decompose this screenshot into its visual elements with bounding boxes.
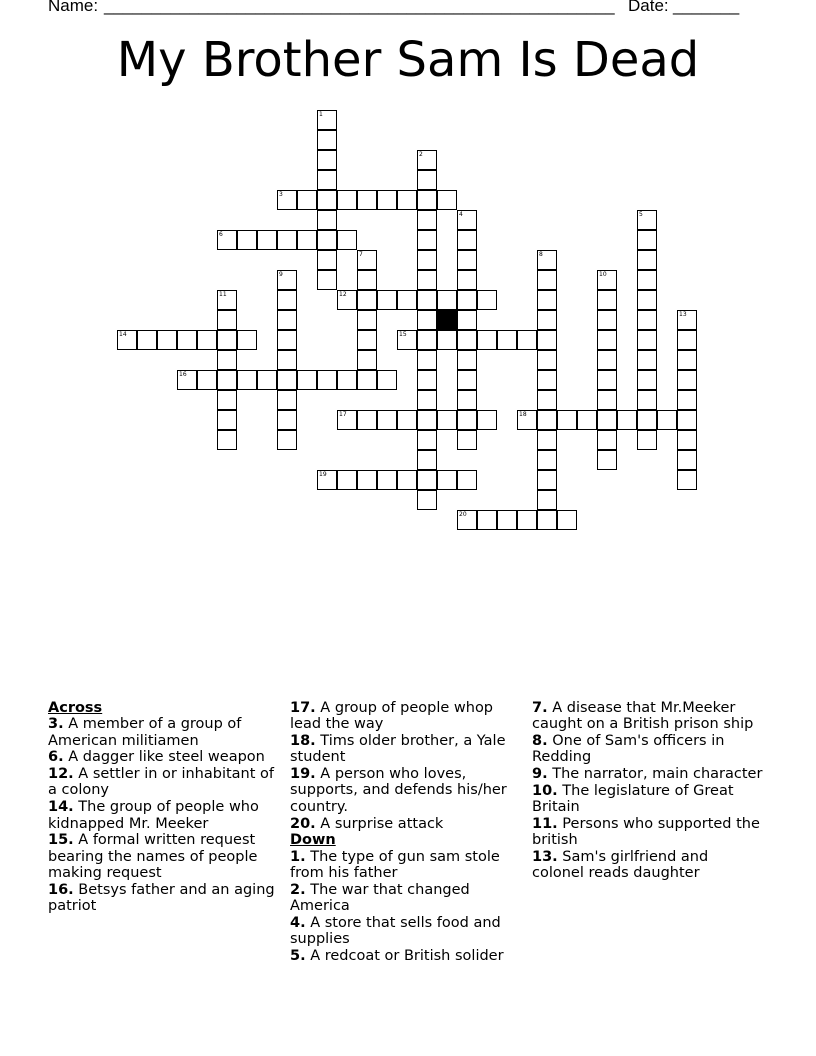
- clue-number-label: 19.: [290, 766, 316, 783]
- grid-cell[interactable]: [537, 390, 557, 410]
- grid-cell[interactable]: [357, 370, 377, 390]
- grid-cell[interactable]: [477, 290, 497, 310]
- grid-cell[interactable]: [417, 450, 437, 470]
- grid-cell[interactable]: [497, 330, 517, 350]
- clue-number: 11: [219, 291, 227, 298]
- grid-cell[interactable]: [417, 190, 437, 210]
- grid-cell[interactable]: [317, 190, 337, 210]
- clue-text: A surprise attack: [315, 815, 444, 832]
- grid-cell[interactable]: [357, 350, 377, 370]
- clue-text: The narrator, main character: [547, 766, 763, 783]
- grid-cell[interactable]: [557, 510, 577, 530]
- down-clue: [532, 766, 764, 782]
- grid-cell[interactable]: [337, 470, 357, 490]
- grid-cell[interactable]: [277, 370, 297, 390]
- clue-column-1: [48, 700, 280, 915]
- grid-cell[interactable]: [457, 290, 477, 310]
- grid-cell[interactable]: [477, 330, 497, 350]
- grid-cell[interactable]: [597, 390, 617, 410]
- clue-number-label: 20.: [290, 815, 316, 832]
- grid-cell[interactable]: [597, 350, 617, 370]
- clue-number-label: 17.: [290, 700, 316, 716]
- grid-cell[interactable]: [537, 370, 557, 390]
- grid-cell[interactable]: [537, 250, 557, 270]
- grid-cell[interactable]: [537, 410, 557, 430]
- grid-cell[interactable]: [457, 430, 477, 450]
- clue-number: 19: [319, 471, 327, 478]
- grid-cell[interactable]: [277, 270, 297, 290]
- grid-cell[interactable]: [437, 330, 457, 350]
- clue-number: 7: [359, 251, 363, 258]
- clue-number-label: 12.: [48, 766, 74, 783]
- clue-text: The legislature of Great Britain: [532, 782, 734, 816]
- grid-cell[interactable]: [217, 370, 237, 390]
- clue-number-label: 10.: [532, 782, 558, 799]
- grid-cell[interactable]: [217, 290, 237, 310]
- page-title: My Brother Sam Is Dead: [116, 32, 700, 88]
- down-clue: [532, 783, 764, 816]
- clue-text: A store that sells food and supplies: [290, 914, 501, 948]
- clue-number-label: 9.: [532, 766, 548, 783]
- clue-number: 5: [639, 211, 643, 218]
- grid-cell[interactable]: [197, 370, 217, 390]
- grid-cell[interactable]: [537, 310, 557, 330]
- name-field-line[interactable]: ______________________________________________________: [104, 0, 615, 15]
- clue-text: The group of people who kidnapped Mr. Meeker: [48, 799, 259, 832]
- grid-cell[interactable]: [417, 210, 437, 230]
- grid-cell[interactable]: [417, 430, 437, 450]
- grid-cell[interactable]: [357, 310, 377, 330]
- grid-cell[interactable]: [397, 190, 417, 210]
- grid-cell[interactable]: [677, 350, 697, 370]
- clue-number-label: 16.: [48, 881, 74, 898]
- down-clue: [532, 733, 764, 766]
- across-clue: [48, 882, 280, 915]
- clue-number: 20: [459, 511, 467, 518]
- grid-cell[interactable]: [337, 370, 357, 390]
- grid-cell[interactable]: [377, 290, 397, 310]
- grid-cell[interactable]: [637, 330, 657, 350]
- grid-cell[interactable]: [457, 470, 477, 490]
- grid-cell[interactable]: [297, 230, 317, 250]
- clue-number: 2: [419, 151, 423, 158]
- clue-number-label: 4.: [290, 914, 306, 931]
- grid-cell[interactable]: [457, 230, 477, 250]
- grid-cell[interactable]: [637, 210, 657, 230]
- grid-cell[interactable]: [517, 510, 537, 530]
- clue-number: 15: [399, 331, 407, 338]
- clue-number: 18: [519, 411, 527, 418]
- grid-cell[interactable]: [637, 270, 657, 290]
- grid-cell[interactable]: [637, 350, 657, 370]
- down-clue: [290, 948, 522, 964]
- grid-cell[interactable]: [237, 370, 257, 390]
- grid-cell[interactable]: [317, 170, 337, 190]
- clue-number: 1: [319, 111, 323, 118]
- clue-number: 14: [119, 331, 127, 338]
- grid-cell[interactable]: [677, 430, 697, 450]
- grid-cell[interactable]: [597, 290, 617, 310]
- clue-number: 17: [339, 411, 347, 418]
- grid-cell[interactable]: [317, 270, 337, 290]
- grid-cell[interactable]: [537, 510, 557, 530]
- grid-cell[interactable]: [637, 230, 657, 250]
- grid-cell[interactable]: [637, 310, 657, 330]
- grid-cell[interactable]: [517, 330, 537, 350]
- grid-cell[interactable]: [417, 370, 437, 390]
- grid-cell[interactable]: [457, 210, 477, 230]
- grid-cell[interactable]: [457, 250, 477, 270]
- grid-cell[interactable]: [357, 330, 377, 350]
- clue-column-3: [532, 700, 764, 882]
- across-clue: [48, 832, 280, 881]
- clue-text: A group of people whop lead the way: [290, 700, 494, 733]
- across-clue: [290, 816, 522, 832]
- grid-cell[interactable]: [537, 330, 557, 350]
- grid-cell[interactable]: [217, 310, 237, 330]
- grid-cell[interactable]: [237, 330, 257, 350]
- clue-number: 12: [339, 291, 347, 298]
- grid-cell[interactable]: [217, 330, 237, 350]
- grid-cell[interactable]: [217, 410, 237, 430]
- across-clue: [290, 766, 522, 815]
- grid-cell[interactable]: [417, 410, 437, 430]
- grid-cell[interactable]: [317, 230, 337, 250]
- grid-cell[interactable]: [457, 370, 477, 390]
- grid-cell[interactable]: [537, 470, 557, 490]
- grid-cell[interactable]: [537, 350, 557, 370]
- grid-cell[interactable]: [417, 330, 437, 350]
- grid-cell[interactable]: [417, 290, 437, 310]
- grid-cell[interactable]: [597, 270, 617, 290]
- grid-cell[interactable]: [537, 270, 557, 290]
- grid-cell[interactable]: [277, 390, 297, 410]
- across-clue: [290, 700, 522, 733]
- grid-cell[interactable]: [517, 410, 537, 430]
- date-label: Date:: [628, 0, 669, 15]
- clue-text: A member of a group of American militiamen: [48, 716, 242, 749]
- across-clue: [48, 766, 280, 799]
- grid-cell[interactable]: [537, 450, 557, 470]
- grid-cell[interactable]: [377, 470, 397, 490]
- clue-text: A disease that Mr.Meeker caught on a British prison ship: [532, 700, 754, 733]
- grid-cell[interactable]: [377, 370, 397, 390]
- grid-cell[interactable]: [597, 430, 617, 450]
- clue-number: 16: [179, 371, 187, 378]
- clue-number-label: 11.: [532, 816, 558, 833]
- grid-cell[interactable]: [357, 290, 377, 310]
- grid-cell[interactable]: [457, 270, 477, 290]
- grid-cell[interactable]: [677, 450, 697, 470]
- clue-number: 8: [539, 251, 543, 258]
- grid-cell[interactable]: [217, 390, 237, 410]
- clue-number: 9: [279, 271, 283, 278]
- grid-cell[interactable]: [417, 490, 437, 510]
- grid-cell[interactable]: [317, 370, 337, 390]
- grid-cell[interactable]: [677, 390, 697, 410]
- grid-cell[interactable]: [417, 170, 437, 190]
- grid-cell[interactable]: [217, 430, 237, 450]
- date-field-line[interactable]: _______: [673, 0, 740, 15]
- grid-cell[interactable]: [537, 290, 557, 310]
- grid-cell[interactable]: [497, 510, 517, 530]
- down-clue: [290, 882, 522, 915]
- grid-cell[interactable]: [337, 410, 357, 430]
- grid-cell[interactable]: [417, 150, 437, 170]
- grid-cell[interactable]: [457, 510, 477, 530]
- grid-cell[interactable]: [377, 410, 397, 430]
- grid-cell[interactable]: [677, 470, 697, 490]
- clue-number-label: 7.: [532, 700, 548, 716]
- grid-cell[interactable]: [617, 410, 637, 430]
- clue-number-label: 1.: [290, 848, 306, 865]
- grid-cell[interactable]: [637, 370, 657, 390]
- grid-cell[interactable]: [317, 110, 337, 130]
- clue-number: 10: [599, 271, 607, 278]
- grid-cell[interactable]: [677, 330, 697, 350]
- clue-column-2: [290, 700, 522, 965]
- clue-text: A settler in or inhabitant of a colony: [48, 766, 275, 799]
- clue-number-label: 5.: [290, 947, 306, 964]
- grid-cell[interactable]: [417, 250, 437, 270]
- across-clue: [48, 716, 280, 749]
- grid-cell[interactable]: [277, 310, 297, 330]
- grid-cell[interactable]: [277, 430, 297, 450]
- grid-cell[interactable]: [677, 310, 697, 330]
- grid-cell[interactable]: [177, 370, 197, 390]
- grid-cell[interactable]: [357, 470, 377, 490]
- grid-cell[interactable]: [417, 270, 437, 290]
- grid-cell[interactable]: [417, 230, 437, 250]
- grid-cell[interactable]: [137, 330, 157, 350]
- down-clue: [532, 700, 764, 733]
- clue-text: A dagger like steel weapon: [63, 749, 265, 766]
- across-clue: [290, 733, 522, 766]
- clue-number-label: 15.: [48, 832, 74, 849]
- across-clue: [48, 749, 280, 765]
- across-clue: [48, 799, 280, 832]
- clue-text: One of Sam's officers in Redding: [532, 733, 725, 766]
- grid-cell[interactable]: [317, 250, 337, 270]
- grid-cell[interactable]: [417, 310, 437, 330]
- grid-cell[interactable]: [557, 410, 577, 430]
- grid-cell[interactable]: [357, 270, 377, 290]
- grid-cell[interactable]: [577, 410, 597, 430]
- grid-cell[interactable]: [417, 350, 437, 370]
- grid-cell[interactable]: [677, 410, 697, 430]
- grid-cell[interactable]: [357, 410, 377, 430]
- clue-number-label: 8.: [532, 733, 548, 750]
- grid-cell[interactable]: [357, 250, 377, 270]
- clue-text: Tims older brother, a Yale student: [290, 733, 506, 766]
- grid-cell[interactable]: [277, 190, 297, 210]
- grid-cell[interactable]: [317, 130, 337, 150]
- grid-cell[interactable]: [637, 430, 657, 450]
- grid-cell[interactable]: [537, 430, 557, 450]
- grid-cell[interactable]: [397, 470, 417, 490]
- grid-cell[interactable]: [457, 310, 477, 330]
- clue-text: Betsys father and an aging patriot: [48, 881, 275, 915]
- grid-cell[interactable]: [277, 290, 297, 310]
- grid-cell[interactable]: [437, 190, 457, 210]
- grid-cell[interactable]: [397, 290, 417, 310]
- grid-cell[interactable]: [597, 310, 617, 330]
- clue-number: 3: [279, 191, 283, 198]
- grid-cell[interactable]: [317, 150, 337, 170]
- name-label: Name:: [48, 0, 99, 15]
- grid-cell[interactable]: [277, 230, 297, 250]
- grid-cell[interactable]: [397, 330, 417, 350]
- grid-cell[interactable]: [157, 330, 177, 350]
- clue-number-label: 18.: [290, 733, 316, 750]
- clue-text: The type of gun sam stole from his father: [290, 848, 500, 881]
- grid-cell[interactable]: [337, 290, 357, 310]
- grid-cell[interactable]: [437, 410, 457, 430]
- grid-cell[interactable]: [477, 510, 497, 530]
- grid-cell[interactable]: [457, 330, 477, 350]
- clue-number-label: 3.: [48, 716, 64, 733]
- clue-number-label: 2.: [290, 881, 306, 898]
- clue-number-label: 14.: [48, 799, 74, 816]
- grid-cell[interactable]: [397, 410, 417, 430]
- clue-text: A person who loves, supports, and defends his/her country.: [290, 766, 507, 815]
- grid-cell[interactable]: [377, 190, 397, 210]
- grid-cell[interactable]: [257, 230, 277, 250]
- clue-text: Persons who supported the british: [532, 816, 760, 849]
- grid-cell[interactable]: [457, 350, 477, 370]
- grid-cell[interactable]: [417, 470, 437, 490]
- grid-cell[interactable]: [637, 290, 657, 310]
- grid-cell[interactable]: [317, 470, 337, 490]
- grid-cell[interactable]: [337, 190, 357, 210]
- down-clue: [290, 915, 522, 948]
- clue-number: 6: [219, 231, 223, 238]
- grid-cell[interactable]: [417, 390, 437, 410]
- grid-cell[interactable]: [277, 410, 297, 430]
- grid-cell[interactable]: [657, 410, 677, 430]
- grid-cell[interactable]: [537, 490, 557, 510]
- grid-cell[interactable]: [297, 370, 317, 390]
- grid-cell[interactable]: [297, 190, 317, 210]
- grid-cell[interactable]: [637, 410, 657, 430]
- down-clue: [532, 816, 764, 849]
- grid-cell[interactable]: [677, 370, 697, 390]
- clue-heading: Down: [290, 832, 336, 849]
- grid-cell[interactable]: [637, 250, 657, 270]
- grid-cell[interactable]: [437, 290, 457, 310]
- grid-cell[interactable]: [117, 330, 137, 350]
- clue-text: A redcoat or British solider: [305, 947, 504, 964]
- clue-number-label: 13.: [532, 849, 558, 866]
- grid-cell[interactable]: [597, 410, 617, 430]
- clue-text: Sam's girlfriend and colonel reads daughter: [532, 849, 709, 882]
- clue-text: A formal written request bearing the names of people making request: [48, 832, 258, 881]
- clue-number: 13: [679, 311, 687, 318]
- black-square: [437, 310, 457, 330]
- grid-cell[interactable]: [277, 330, 297, 350]
- grid-cell[interactable]: [217, 350, 237, 370]
- grid-cell[interactable]: [457, 390, 477, 410]
- grid-cell[interactable]: [177, 330, 197, 350]
- grid-cell[interactable]: [257, 370, 277, 390]
- grid-cell[interactable]: [317, 210, 337, 230]
- clue-number: 4: [459, 211, 463, 218]
- clue-number-label: 6.: [48, 749, 64, 766]
- grid-cell[interactable]: [237, 230, 257, 250]
- down-clue: [290, 849, 522, 882]
- grid-cell[interactable]: [637, 390, 657, 410]
- clue-heading: Across: [48, 700, 103, 716]
- grid-cell[interactable]: [197, 330, 217, 350]
- grid-cell[interactable]: [597, 330, 617, 350]
- grid-cell[interactable]: [457, 410, 477, 430]
- grid-cell[interactable]: [597, 450, 617, 470]
- clue-text: The war that changed America: [290, 881, 470, 915]
- grid-cell[interactable]: [437, 470, 457, 490]
- grid-cell[interactable]: [357, 190, 377, 210]
- grid-cell[interactable]: [597, 370, 617, 390]
- grid-cell[interactable]: [217, 230, 237, 250]
- grid-cell[interactable]: [477, 410, 497, 430]
- grid-cell[interactable]: [337, 230, 357, 250]
- grid-cell[interactable]: [277, 350, 297, 370]
- down-clue: [532, 849, 764, 882]
